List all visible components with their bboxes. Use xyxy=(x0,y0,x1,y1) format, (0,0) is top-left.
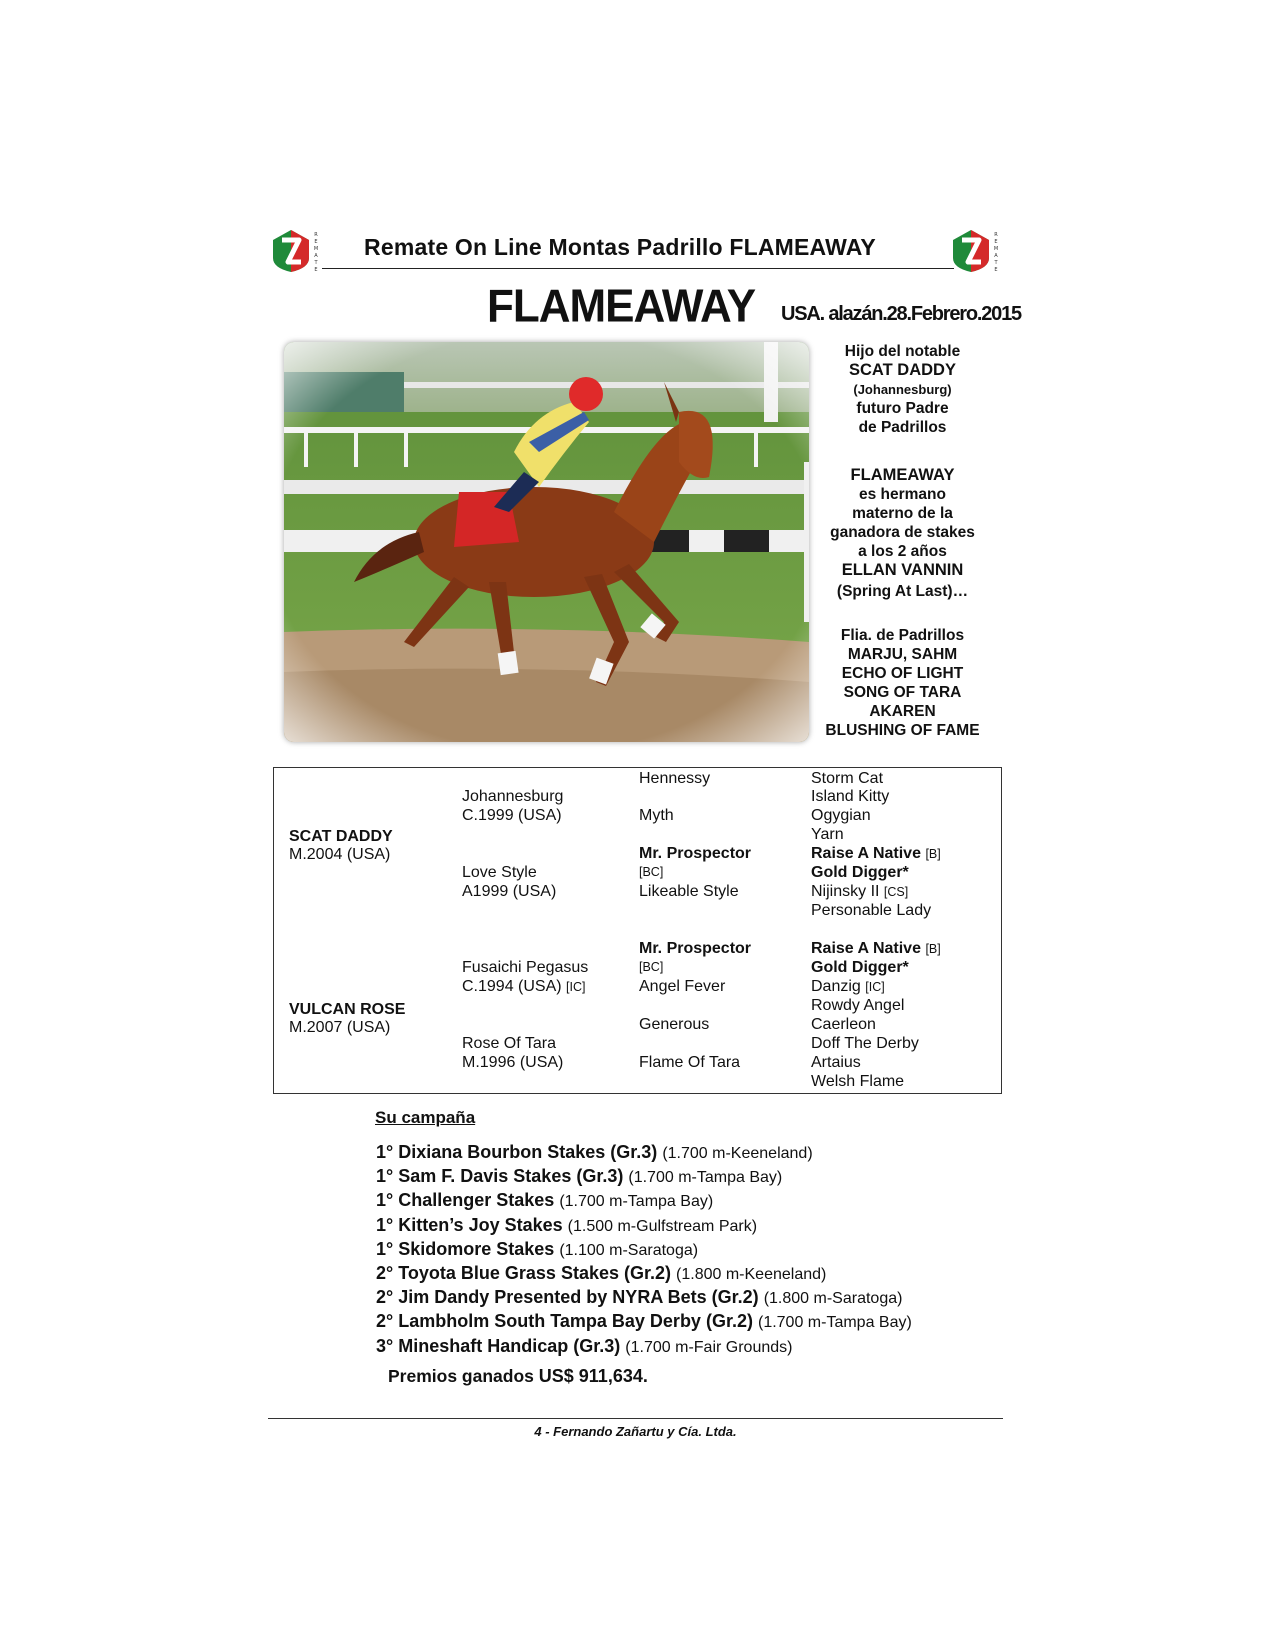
side-line: BLUSHING OF FAME xyxy=(825,722,980,739)
svg-text:T: T xyxy=(994,260,998,266)
pedigree-gen2-info: M.1996 (USA) xyxy=(462,1054,564,1071)
pedigree-gen2-name: Rose Of Tara xyxy=(462,1035,556,1052)
side-line: (Johannesburg) xyxy=(853,382,952,397)
pedigree-gen4: Caerleon xyxy=(811,1016,876,1033)
prize-total xyxy=(388,1366,648,1387)
pedigree-gen3: Mr. Prospector xyxy=(639,940,752,957)
prize-label: Premios ganados xyxy=(388,1366,534,1386)
svg-text:A: A xyxy=(994,253,998,259)
pedigree-gen4: Raise A Native [B] xyxy=(811,845,941,862)
side-line: AKAREN xyxy=(869,703,936,720)
race-detail: (1.700 m-Keeneland) xyxy=(662,1145,813,1162)
svg-text:E: E xyxy=(994,267,998,273)
pedigree-gen4: Artaius xyxy=(811,1054,861,1071)
race-name: Challenger Stakes xyxy=(398,1190,555,1211)
pedigree-gen2-name: Fusaichi Pegasus xyxy=(462,959,589,976)
race-position: 2° xyxy=(376,1263,394,1283)
pedigree-gen2-info: C.1994 (USA) [IC] xyxy=(462,978,586,995)
campaign-title: Su campaña xyxy=(375,1108,476,1127)
race-position: 1° xyxy=(376,1142,394,1162)
svg-text:T: T xyxy=(314,260,318,266)
pedigree-gen2-name: Love Style xyxy=(462,864,537,881)
pedigree-gen4: Ogygian xyxy=(811,807,871,824)
pedigree-sire-info: M.2004 (USA) xyxy=(289,846,391,863)
zr-logo-right-icon xyxy=(951,228,1001,274)
pedigree-gen4: Rowdy Angel xyxy=(811,997,905,1014)
side-line: a los 2 años xyxy=(858,543,947,560)
race-position: 2° xyxy=(376,1287,394,1308)
race-position: 3° xyxy=(376,1335,394,1356)
pedigree-gen2-name: Johannesburg xyxy=(462,788,564,805)
pedigree-gen3: Flame Of Tara xyxy=(639,1054,741,1071)
side-line: MARJU, SAHM xyxy=(847,646,958,663)
side-line: es hermano xyxy=(858,486,946,503)
pedigree-dam-name: VULCAN ROSE xyxy=(289,1001,406,1018)
pedigree-gen3-tag: [BC] xyxy=(639,960,664,974)
race-item xyxy=(376,1239,698,1260)
side-line: Flia. de Padrillos xyxy=(840,627,965,644)
pedigree-gen3: Myth xyxy=(639,807,674,824)
svg-text:M: M xyxy=(313,246,319,252)
pedigree-gen3: Angel Fever xyxy=(639,978,726,995)
svg-text:A: A xyxy=(314,253,318,259)
race-name: Toyota Blue Grass Stakes (Gr.2) xyxy=(398,1263,672,1283)
racehorse-photo xyxy=(284,342,809,742)
horse-meta: USA. alazán.28.Febrero.2015 xyxy=(781,303,1021,325)
zr-logo-left-icon xyxy=(271,228,321,274)
pedigree-gen4: Gold Digger* xyxy=(811,864,909,881)
pedigree-gen3: Hennessy xyxy=(639,770,711,787)
race-name: Kitten’s Joy Stakes xyxy=(398,1214,563,1235)
side-line: (Spring At Last)… xyxy=(836,583,969,600)
race-name: Dixiana Bourbon Stakes (Gr.3) xyxy=(398,1142,658,1162)
pedigree-gen3: Likeable Style xyxy=(639,883,739,900)
race-detail: (1.700 m-Tampa Bay) xyxy=(559,1193,714,1211)
race-detail: (1.700 m-Fair Grounds) xyxy=(625,1338,793,1356)
race-position: 1° xyxy=(376,1214,394,1235)
side-line: SONG OF TARA xyxy=(843,684,962,701)
side-sire-name: SCAT DADDY xyxy=(849,361,956,379)
pedigree-gen4: Island Kitty xyxy=(811,788,890,805)
pedigree-gen4: Nijinsky II [CS] xyxy=(811,883,909,900)
pedigree-gen4: Gold Digger* xyxy=(811,959,909,976)
race-item xyxy=(376,1166,782,1187)
pedigree-gen4: Danzig [IC] xyxy=(811,978,885,995)
svg-text:E: E xyxy=(994,239,998,245)
prize-amount: US$ 911,634. xyxy=(538,1366,648,1386)
race-name: Lambholm South Tampa Bay Derby (Gr.2) xyxy=(398,1311,753,1332)
race-item xyxy=(376,1336,792,1357)
pedigree-dam-info: M.2007 (USA) xyxy=(289,1019,391,1036)
pedigree-sire-name: SCAT DADDY xyxy=(289,828,393,845)
race-detail: (1.500 m-Gulfstream Park) xyxy=(567,1217,758,1235)
pedigree-gen4: Doff The Derby xyxy=(811,1035,919,1052)
race-position: 1° xyxy=(376,1190,394,1211)
page-title: Remate On Line Montas Padrillo FLAMEAWAY xyxy=(364,234,876,260)
side-line: Hijo del notable xyxy=(844,343,961,360)
race-item xyxy=(376,1263,826,1284)
footer-divider xyxy=(268,1418,1003,1419)
svg-text:E: E xyxy=(314,267,318,273)
svg-text:R: R xyxy=(994,232,998,238)
race-detail: (1.100 m-Saratoga) xyxy=(559,1241,699,1259)
race-detail: (1.800 m-Saratoga) xyxy=(763,1290,903,1308)
side-line: de Padrillos xyxy=(858,419,947,436)
race-detail: (1.700 m-Tampa Bay) xyxy=(628,1169,783,1187)
race-item xyxy=(376,1287,902,1308)
race-detail: (1.800 m-Keeneland) xyxy=(676,1266,827,1283)
race-detail: (1.700 m-Tampa Bay) xyxy=(757,1314,912,1332)
race-position: 1° xyxy=(376,1238,394,1259)
race-item xyxy=(376,1142,813,1163)
header-divider xyxy=(322,268,954,269)
svg-text:E: E xyxy=(314,239,318,245)
race-item xyxy=(376,1215,757,1236)
pedigree-gen3: Mr. Prospector xyxy=(639,845,752,862)
side-line: ECHO OF LIGHT xyxy=(841,665,964,682)
sire-highlights xyxy=(810,342,995,740)
race-name: Mineshaft Handicap (Gr.3) xyxy=(398,1335,621,1356)
race-name: Sam F. Davis Stakes (Gr.3) xyxy=(398,1166,624,1187)
race-name: Skidomore Stakes xyxy=(398,1238,555,1259)
horse-name: FLAMEAWAY xyxy=(487,280,756,333)
pedigree-gen4: Personable Lady xyxy=(811,902,932,919)
pedigree-gen2-info: A1999 (USA) xyxy=(462,883,557,900)
pedigree-gen4: Yarn xyxy=(811,826,844,843)
pedigree-gen4: Raise A Native [B] xyxy=(811,940,941,957)
pedigree-gen4: Welsh Flame xyxy=(811,1073,905,1090)
pedigree-gen3-tag: [BC] xyxy=(639,865,664,879)
race-name: Jim Dandy Presented by NYRA Bets (Gr.2) xyxy=(398,1287,759,1308)
pedigree-gen3: Generous xyxy=(639,1016,710,1033)
race-position: 2° xyxy=(376,1311,394,1332)
side-horse-name: FLAMEAWAY xyxy=(850,466,955,484)
svg-text:M: M xyxy=(993,246,999,252)
svg-text:R: R xyxy=(314,232,318,238)
side-line: ganadora de stakes xyxy=(830,524,975,541)
footer: 4 - Fernando Zañartu y Cía. Ltda. xyxy=(534,1424,737,1439)
pedigree-gen4: Storm Cat xyxy=(811,770,884,787)
race-item xyxy=(376,1311,912,1332)
race-position: 1° xyxy=(376,1166,394,1187)
side-line: futuro Padre xyxy=(856,400,949,417)
side-line: materno de la xyxy=(852,505,953,522)
pedigree-gen2-info: C.1999 (USA) xyxy=(462,807,562,824)
race-item xyxy=(376,1190,713,1211)
pedigree-table xyxy=(273,767,1002,1094)
side-sibling-name: ELLAN VANNIN xyxy=(841,561,964,579)
